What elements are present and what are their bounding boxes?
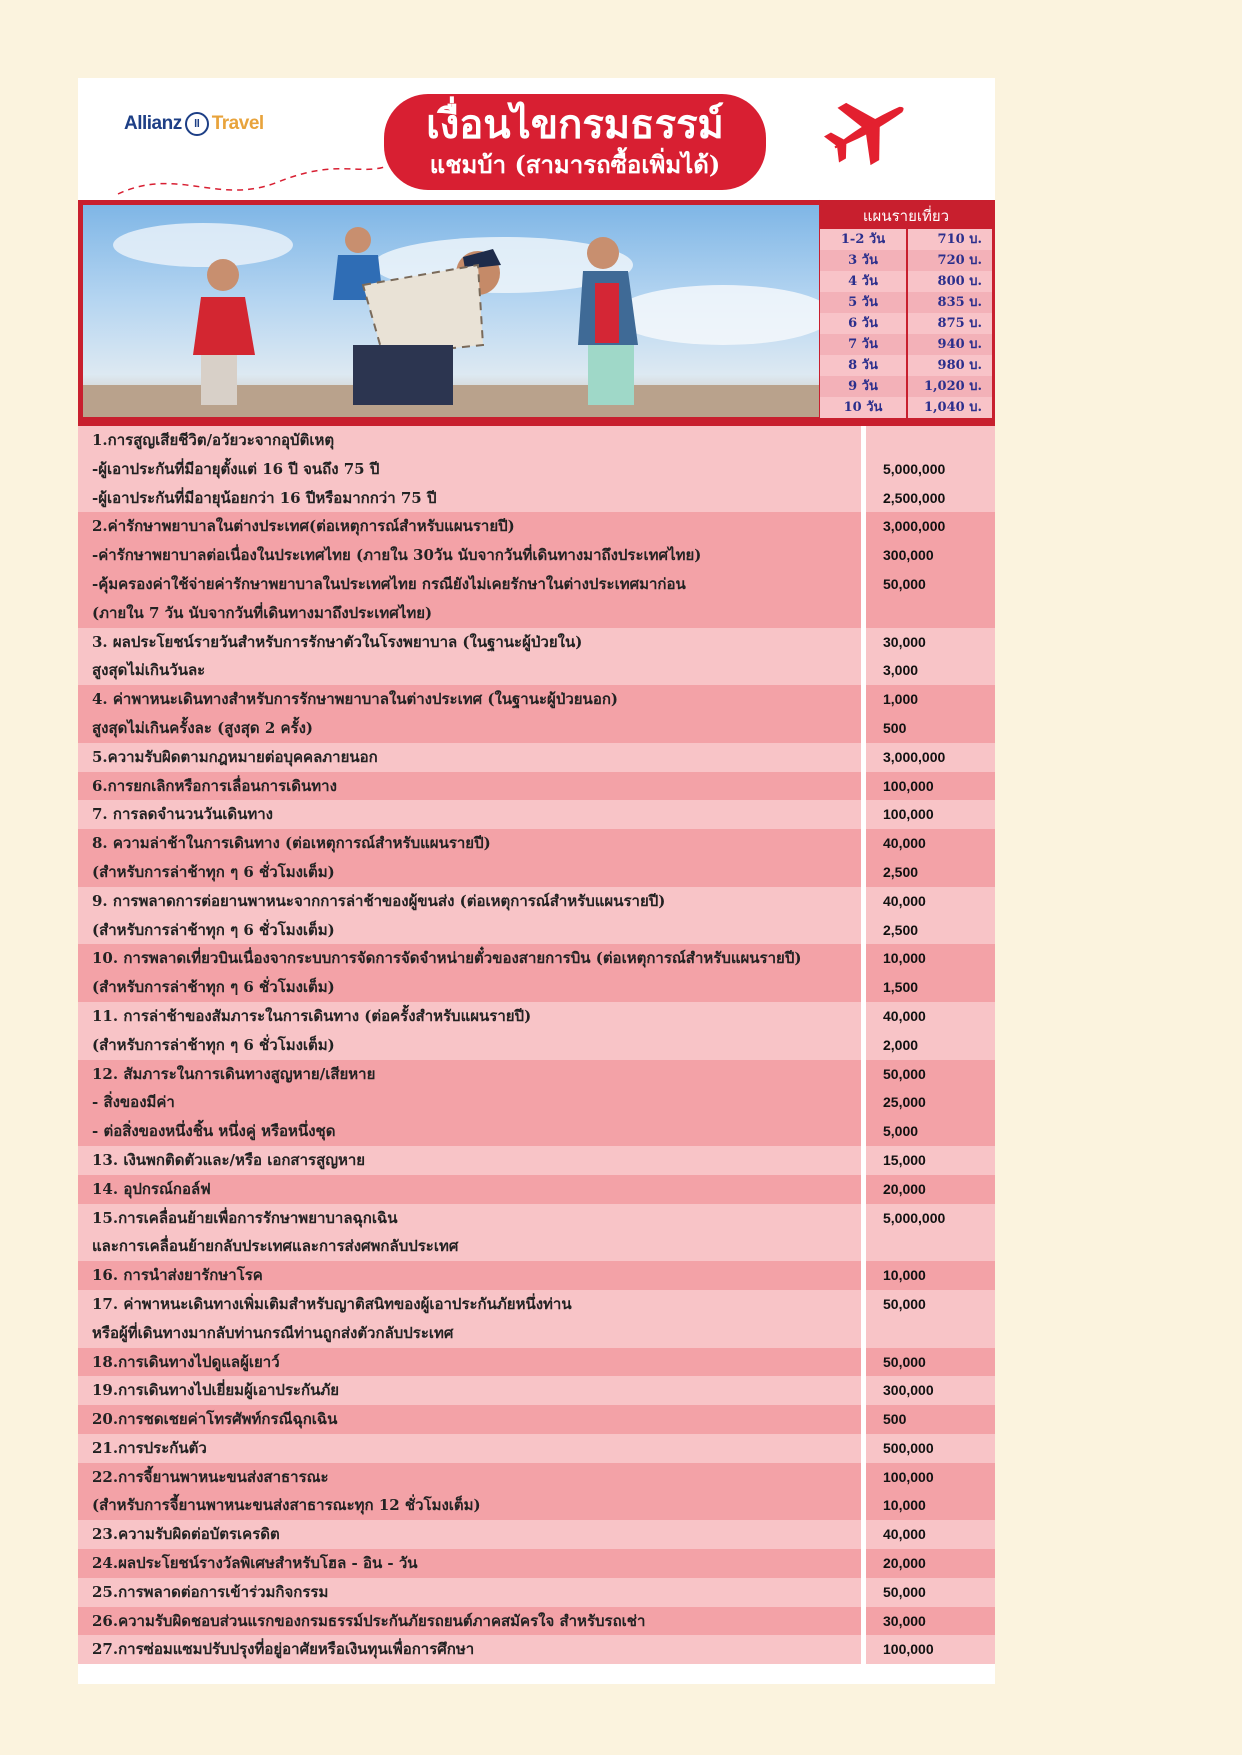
- benefit-value: 2,500,000: [866, 484, 995, 513]
- travelers-illustration: [83, 205, 819, 417]
- benefit-value: 10,000: [866, 944, 995, 973]
- benefit-row: [78, 1434, 995, 1463]
- benefit-label: 23.ความรับผิดต่อบัตรเครดิต: [78, 1520, 861, 1549]
- benefit-value: 2,000: [866, 1031, 995, 1060]
- benefit-value: 40,000: [866, 829, 995, 858]
- benefit-label: 6.การยกเลิกหรือการเลื่อนการเดินทาง: [78, 772, 861, 801]
- benefit-label: และการเคลื่อนย้ายกลับประเทศและการส่งศพกลับประเทศ: [78, 1232, 861, 1261]
- benefit-label: 27.การซ่อมแซมปรับปรุงที่อยู่อาศัยหรือเงินทุนเพื่อการศึกษา: [78, 1635, 861, 1664]
- benefit-row: [78, 1376, 995, 1405]
- benefit-label: 24.ผลประโยชน์รางวัลพิเศษสำหรับโฮล - อิน - วัน: [78, 1549, 861, 1578]
- plan-days: 1-2 วัน: [820, 229, 906, 250]
- benefit-value: 2,500: [866, 858, 995, 887]
- benefit-row: [78, 973, 995, 1002]
- allianz-travel-logo: [124, 112, 264, 136]
- benefit-row: [78, 887, 995, 916]
- benefit-label: 11. การล่าช้าของสัมภาระในการเดินทาง (ต่อครั้งสำหรับแผนรายปี): [78, 1002, 861, 1031]
- plan-price: 720 บ.: [908, 250, 992, 271]
- plan-row: [820, 334, 992, 355]
- benefit-label: -ผู้เอาประกันที่มีอายุตั้งแต่ 16 ปี จนถึง 75 ปี: [78, 455, 861, 484]
- benefit-label: 22.การจี้ยานพาหนะขนส่งสาธารณะ: [78, 1463, 861, 1492]
- benefit-label: 9. การพลาดการต่อยานพาหนะจากการล่าช้าของผู้ขนส่ง (ต่อเหตุการณ์สำหรับแผนรายปี): [78, 887, 861, 916]
- plan-row: [820, 271, 992, 292]
- plan-days: 6 วัน: [820, 313, 906, 334]
- benefit-row: [78, 1204, 995, 1233]
- policy-sheet: [78, 78, 995, 1684]
- benefit-value: 1,000: [866, 685, 995, 714]
- plan-row: [820, 229, 992, 250]
- benefit-label: 21.การประกันตัว: [78, 1434, 861, 1463]
- benefit-label: 4. ค่าพาหนะเดินทางสำหรับการรักษาพยาบาลในต่างประเทศ (ในฐานะผู้ป่วยนอก): [78, 685, 861, 714]
- benefit-value: 500: [866, 1405, 995, 1434]
- benefit-value: 25,000: [866, 1088, 995, 1117]
- benefit-label: (สำหรับการล่าช้าทุก ๆ 6 ชั่วโมงเต็ม): [78, 1031, 861, 1060]
- benefit-row: [78, 1405, 995, 1434]
- benefit-value: 100,000: [866, 1635, 995, 1664]
- benefit-value: 20,000: [866, 1175, 995, 1204]
- airplane-icon: [822, 92, 912, 166]
- benefit-row: [78, 1088, 995, 1117]
- benefit-row: [78, 426, 995, 455]
- benefit-value: [866, 1319, 995, 1348]
- plan-days: 9 วัน: [820, 376, 906, 397]
- benefit-label: หรือผู้ที่เดินทางมากลับท่านกรณีท่านถูกส่งตัวกลับประเทศ: [78, 1319, 861, 1348]
- plan-header: แผนรายเที่ยว: [862, 207, 950, 225]
- benefit-row: [78, 858, 995, 887]
- travelers-photo: [83, 205, 819, 417]
- benefit-value: 3,000,000: [866, 743, 995, 772]
- benefit-label: 17. ค่าพาหนะเดินทางเพิ่มเติมสำหรับญาติสนิทของผู้เอาประกันภัยหนึ่งท่าน: [78, 1290, 861, 1319]
- photo-band: [78, 200, 995, 426]
- plan-price: 710 บ.: [908, 229, 992, 250]
- benefit-label: -คุ้มครองค่าใช้จ่ายค่ารักษาพยาบาลในประเทศไทย กรณียังไม่เคยรักษาในต่างประเทศมาก่อน: [78, 570, 861, 599]
- benefit-label: 5.ความรับผิดตามกฎหมายต่อบุคคลภายนอก: [78, 743, 861, 772]
- benefit-value: 50,000: [866, 570, 995, 599]
- benefit-row: [78, 1060, 995, 1089]
- benefit-row: [78, 1348, 995, 1377]
- plan-row: [820, 376, 992, 397]
- benefit-row: [78, 656, 995, 685]
- benefit-label: - ต่อสิ่งของหนึ่งชิ้น หนึ่งคู่ หรือหนึ่งชุด: [78, 1117, 861, 1146]
- benefit-label: 1.การสูญเสียชีวิต/อวัยวะจากอุบัติเหตุ: [78, 426, 861, 455]
- benefit-value: 40,000: [866, 1520, 995, 1549]
- benefit-value: 40,000: [866, 1002, 995, 1031]
- benefit-row: [78, 944, 995, 973]
- benefit-row: [78, 916, 995, 945]
- benefit-row: [78, 685, 995, 714]
- benefit-row: [78, 1491, 995, 1520]
- header: [78, 78, 995, 200]
- benefit-label: 3. ผลประโยชน์รายวันสำหรับการรักษาตัวในโรงพยาบาล (ในฐานะผู้ป่วยใน): [78, 628, 861, 657]
- plan-price-table: [820, 229, 992, 418]
- benefit-value: 30,000: [866, 628, 995, 657]
- plan-price: 1,020 บ.: [908, 376, 992, 397]
- benefit-row: [78, 1290, 995, 1319]
- plan-row: [820, 250, 992, 271]
- benefit-value: 300,000: [866, 1376, 995, 1405]
- benefit-row: [78, 1175, 995, 1204]
- benefit-row: [78, 714, 995, 743]
- benefit-row: [78, 1031, 995, 1060]
- benefit-row: [78, 1319, 995, 1348]
- benefit-label: 20.การชดเชยค่าโทรศัพท์กรณีฉุกเฉิน: [78, 1405, 861, 1434]
- benefit-value: 10,000: [866, 1491, 995, 1520]
- benefit-label: 12. สัมภาระในการเดินทางสูญหาย/เสียหาย: [78, 1060, 861, 1089]
- benefit-row: [78, 628, 995, 657]
- benefit-row: [78, 1549, 995, 1578]
- benefit-row: [78, 743, 995, 772]
- benefit-label: สูงสุดไม่เกินวันละ: [78, 656, 861, 685]
- benefit-label: (สำหรับการล่าช้าทุก ๆ 6 ชั่วโมงเต็ม): [78, 858, 861, 887]
- benefit-row: [78, 829, 995, 858]
- benefit-value: 50,000: [866, 1348, 995, 1377]
- benefit-row: [78, 512, 995, 541]
- benefit-value: 15,000: [866, 1146, 995, 1175]
- plan-row: [820, 292, 992, 313]
- benefit-row: [78, 1578, 995, 1607]
- logo-travel-text: Travel: [211, 113, 264, 135]
- plan-row: [820, 313, 992, 334]
- plan-days: 8 วัน: [820, 355, 906, 376]
- benefit-value: [866, 1232, 995, 1261]
- page-title: เงื่อนไขกรมธรรม์: [426, 101, 724, 148]
- benefit-label: (สำหรับการล่าช้าทุก ๆ 6 ชั่วโมงเต็ม): [78, 916, 861, 945]
- benefit-value: 100,000: [866, 800, 995, 829]
- plan-row: [820, 355, 992, 376]
- allianz-mark-icon: ll: [185, 112, 209, 136]
- benefit-value: 50,000: [866, 1290, 995, 1319]
- plan-days: 7 วัน: [820, 334, 906, 355]
- plan-price: 940 บ.: [908, 334, 992, 355]
- benefit-label: (สำหรับการล่าช้าทุก ๆ 6 ชั่วโมงเต็ม): [78, 973, 861, 1002]
- benefit-value: 500: [866, 714, 995, 743]
- plan-days: 4 วัน: [820, 271, 906, 292]
- benefit-row: [78, 1117, 995, 1146]
- benefit-value: 300,000: [866, 541, 995, 570]
- benefit-value: [866, 426, 995, 455]
- benefit-label: 14. อุปกรณ์กอล์ฟ: [78, 1175, 861, 1204]
- benefit-label: 7. การลดจำนวนวันเดินทาง: [78, 800, 861, 829]
- plan-days: 5 วัน: [820, 292, 906, 313]
- benefit-row: [78, 1520, 995, 1549]
- plan-row: [820, 397, 992, 418]
- benefit-row: [78, 1607, 995, 1636]
- plan-price: 835 บ.: [908, 292, 992, 313]
- benefit-value: 500,000: [866, 1434, 995, 1463]
- logo-allianz-text: Allianz: [124, 113, 182, 135]
- benefit-value: 1,500: [866, 973, 995, 1002]
- plan-days: 10 วัน: [820, 397, 906, 418]
- benefit-value: 100,000: [866, 1463, 995, 1492]
- benefit-row: [78, 1463, 995, 1492]
- plan-price: 980 บ.: [908, 355, 992, 376]
- benefit-row: [78, 1261, 995, 1290]
- benefit-label: 26.ความรับผิดชอบส่วนแรกของกรมธรรม์ประกันภัยรถยนต์ภาคสมัครใจ สำหรับรถเช่า: [78, 1607, 861, 1636]
- benefit-row: [78, 772, 995, 801]
- benefit-value: 3,000: [866, 656, 995, 685]
- benefit-row: [78, 541, 995, 570]
- benefit-row: [78, 1146, 995, 1175]
- benefit-row: [78, 1232, 995, 1261]
- benefit-row: [78, 1635, 995, 1664]
- benefit-label: (ภายใน 7 วัน นับจากวันที่เดินทางมาถึงประเทศไทย): [78, 599, 861, 628]
- benefits-table: [78, 426, 995, 1664]
- benefit-value: 20,000: [866, 1549, 995, 1578]
- benefit-value: 5,000,000: [866, 1204, 995, 1233]
- plan-price: 875 บ.: [908, 313, 992, 334]
- benefit-row: [78, 599, 995, 628]
- benefit-row: [78, 800, 995, 829]
- benefit-label: -ค่ารักษาพยาบาลต่อเนื่องในประเทศไทย (ภายใน 30วัน นับจากวันที่เดินทางมาถึงประเทศไทย): [78, 541, 861, 570]
- benefit-label: -ผู้เอาประกันที่มีอายุน้อยกว่า 16 ปีหรือมากกว่า 75 ปี: [78, 484, 861, 513]
- benefit-value: 30,000: [866, 1607, 995, 1636]
- plan-price: 800 บ.: [908, 271, 992, 292]
- title-banner: [384, 94, 766, 190]
- plan-days: 3 วัน: [820, 250, 906, 271]
- benefit-label: 8. ความล่าช้าในการเดินทาง (ต่อเหตุการณ์สำหรับแผนรายปี): [78, 829, 861, 858]
- benefit-row: [78, 484, 995, 513]
- benefit-row: [78, 455, 995, 484]
- benefit-label: (สำหรับการจี้ยานพาหนะขนส่งสาธารณะทุก 12 ชั่วโมงเต็ม): [78, 1491, 861, 1520]
- benefit-value: 100,000: [866, 772, 995, 801]
- benefit-value: 50,000: [866, 1578, 995, 1607]
- benefit-label: 16. การนำส่งยารักษาโรค: [78, 1261, 861, 1290]
- benefit-value: 2,500: [866, 916, 995, 945]
- benefit-value: [866, 599, 995, 628]
- benefit-label: สูงสุดไม่เกินครั้งละ (สูงสุด 2 ครั้ง): [78, 714, 861, 743]
- benefit-label: 25.การพลาดต่อการเข้าร่วมกิจกรรม: [78, 1578, 861, 1607]
- benefit-value: 5,000: [866, 1117, 995, 1146]
- benefit-label: 18.การเดินทางไปดูแลผู้เยาว์: [78, 1348, 861, 1377]
- benefit-value: 10,000: [866, 1261, 995, 1290]
- benefit-label: 19.การเดินทางไปเยี่ยมผู้เอาประกันภัย: [78, 1376, 861, 1405]
- benefit-value: 3,000,000: [866, 512, 995, 541]
- benefit-value: 50,000: [866, 1060, 995, 1089]
- benefit-label: - สิ่งของมีค่า: [78, 1088, 861, 1117]
- benefit-label: 2.ค่ารักษาพยาบาลในต่างประเทศ(ต่อเหตุการณ์สำหรับแผนรายปี): [78, 512, 861, 541]
- plan-price: 1,040 บ.: [908, 397, 992, 418]
- benefit-row: [78, 570, 995, 599]
- benefit-label: 15.การเคลื่อนย้ายเพื่อการรักษาพยาบาลฉุกเฉิน: [78, 1204, 861, 1233]
- benefit-label: 10. การพลาดเที่ยวบินเนื่องจากระบบการจัดการจัดจำหน่ายตั๋วของสายการบิน (ต่อเหตุการณ์สำหรับแผนรายปี): [78, 944, 861, 973]
- benefit-label: 13. เงินพกติดตัวและ/หรือ เอกสารสูญหาย: [78, 1146, 861, 1175]
- benefit-value: 5,000,000: [866, 455, 995, 484]
- page-subtitle: แชมบ้า (สามารถซื้อเพิ่มได้): [429, 150, 721, 179]
- benefit-value: 40,000: [866, 887, 995, 916]
- benefit-row: [78, 1002, 995, 1031]
